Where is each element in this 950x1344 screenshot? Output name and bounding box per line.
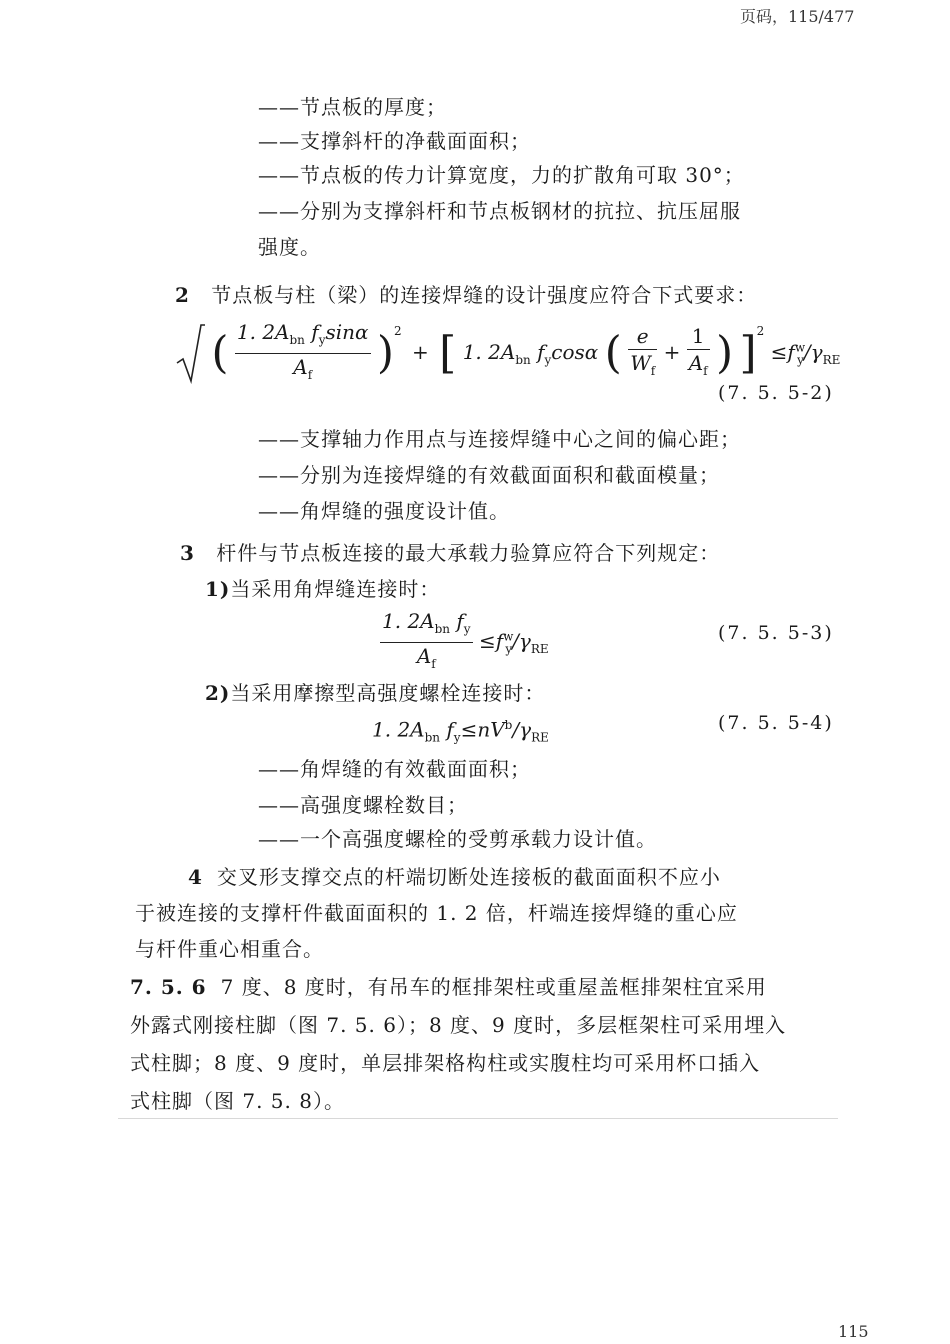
definition-text: ——支撑斜杆的净截面面积； bbox=[258, 129, 531, 153]
equation-7-5-5-2: ( $\frac{1. 2A_{bn} f_y\sin\alpha}{A_f}$ )$^2$ + [ 1. $2A_{bn}$ $f_y\cos\alpha$ ( $\frac{e}{W_f}$ + $\frac{1}{A_f}$ ) ]$^2 \le f^w_y/\gamma_{RE}$ bbox=[175, 318, 840, 378]
sub-item-1: 1)当采用角焊缝连接时： bbox=[205, 577, 441, 601]
scan-edge bbox=[118, 1118, 838, 1119]
equation-7-5-5-3: $\frac{1. 2A_{bn} f_y}{A_f}$ $\le f^w_y/\gamma_{RE}$ bbox=[382, 609, 549, 671]
item-2-number: 2 bbox=[175, 283, 190, 307]
section-7-5-6-line-2: 外露式刚接柱脚（图 7. 5. 6）；8 度、9 度时，多层框架柱可采用埋入 bbox=[130, 1013, 787, 1037]
eq2-fraction-1: $\frac{1. 2A_{bn} f_y\sin\alpha}{A_f}$ bbox=[236, 320, 369, 382]
definition-text: ——高强度螺栓数目； bbox=[258, 793, 468, 817]
section-7-5-6-line-1: 7. 5. 6 7 度、8 度时，有吊车的框排架柱或重屋盖框排架柱宜采用 bbox=[130, 975, 767, 999]
definition-text: 强度。 bbox=[258, 235, 321, 259]
definition-text: ——节点板的传力计算宽度，力的扩散角可取 30°； bbox=[258, 163, 745, 187]
page-number: 115 bbox=[838, 1322, 869, 1341]
definition-text: ——角焊缝的有效截面面积； bbox=[258, 757, 531, 781]
definition-text: ——分别为连接焊缝的有效截面面积和截面模量； bbox=[258, 463, 720, 487]
sqrt-icon bbox=[175, 323, 205, 385]
item-3: 3 杆件与节点板连接的最大承载力验算应符合下列规定： bbox=[180, 541, 721, 565]
item-2-text: 节点板与柱（梁）的连接焊缝的设计强度应符合下式要求： bbox=[211, 283, 758, 307]
item-4-line-2: 于被连接的支撑杆件截面面积的 1. 2 倍，杆端连接焊缝的重心应 bbox=[135, 901, 738, 925]
section-7-5-6-line-4: 式柱脚（图 7. 5. 8）。 bbox=[130, 1089, 345, 1113]
item-2 bbox=[175, 282, 757, 308]
section-7-5-6-line-3: 式柱脚；8 度、9 度时，单层排架格构柱或实腹柱均可采用杯口插入 bbox=[130, 1051, 761, 1075]
definition-text: ——一个高强度螺栓的受剪承载力设计值。 bbox=[258, 827, 657, 851]
definition-text: ——支撑轴力作用点与连接焊缝中心之间的偏心距； bbox=[258, 427, 741, 451]
eq3-number: (7. 5. 5-3) bbox=[718, 622, 834, 644]
item-4-line-3: 与杆件重心相重合。 bbox=[135, 937, 324, 961]
item-4-line-1: 4 交叉形支撑交点的杆端切断处连接板的截面面积不应小 bbox=[188, 865, 721, 889]
sub-item-2: 2)当采用摩擦型高强度螺栓连接时： bbox=[205, 681, 546, 705]
definition-text: ——分别为支撑斜杆和节点板钢材的抗拉、抗压屈服 bbox=[258, 199, 741, 223]
eq4-number: (7. 5. 5-4) bbox=[718, 712, 834, 734]
equation-7-5-5-4: 1. $2A_{bn}$ $f_y\le nV^b/\gamma_{RE}$ bbox=[372, 717, 549, 745]
eq2-number: (7. 5. 5-2) bbox=[718, 382, 834, 404]
page-indicator: 页码，115/477 bbox=[740, 7, 855, 26]
definition-text: ——节点板的厚度； bbox=[258, 95, 447, 119]
definition-text: ——角焊缝的强度设计值。 bbox=[258, 499, 510, 523]
